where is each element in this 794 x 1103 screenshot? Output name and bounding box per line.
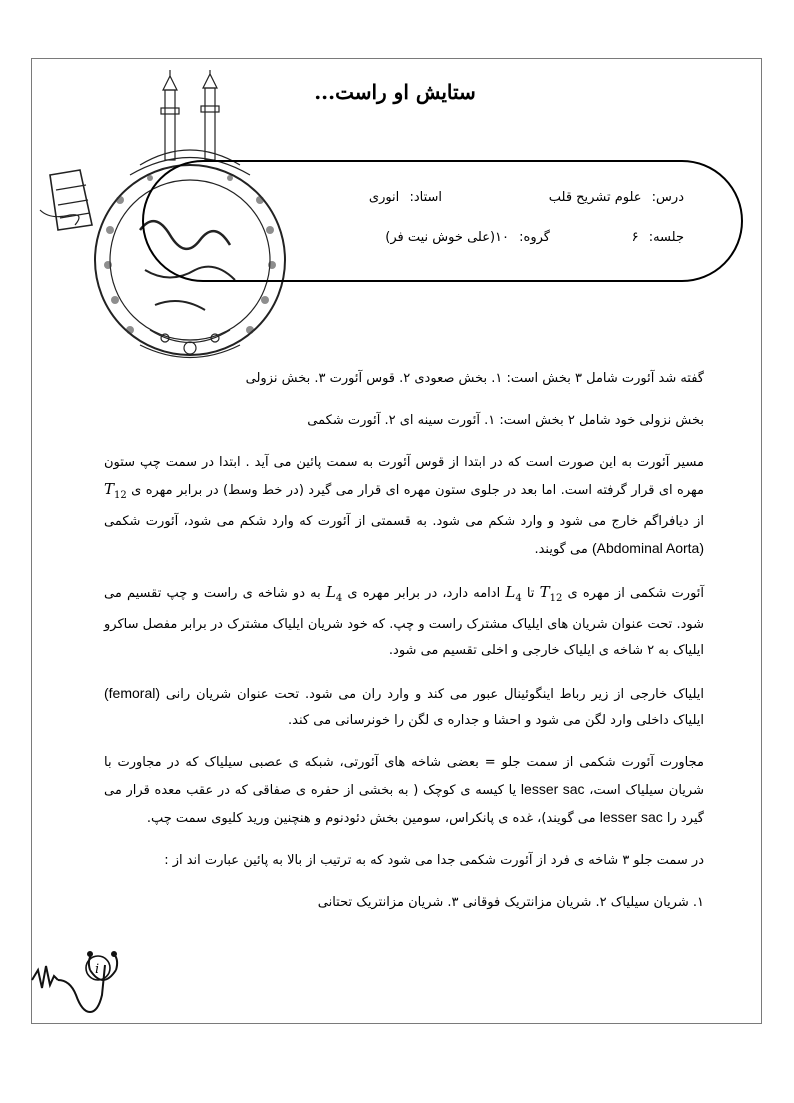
p4-text-b: تا <box>521 586 540 601</box>
course-value: علوم تشریح قلب <box>548 190 642 205</box>
p3-text-a: مسیر آئورت به این صورت است که در ابتدا از قوس آئورت به سمت پائین می آید . ابتدا در سمت چپ ستون مهره ای قرار گرفته است. اما بعد در جلوی ستون مهره ای قرار می گیرد (در خط وسط) در برابر مهره ی <box>104 455 704 498</box>
p5-text-b: ایلیاک داخلی وارد لگن می شود و احشا و جداره ی لگن را خونرسانی می کند. <box>288 713 704 728</box>
session-label: جلسه: <box>648 230 684 245</box>
p5-latin-term: (femoral) <box>104 685 161 701</box>
p6-text-b: یا کیسه ی کوچک ( به بخشی از حفره ی صفاقی که در عقب معده قرار می گیرد را <box>104 783 704 826</box>
page-letter: i <box>95 962 100 977</box>
p6-latin-term-1: lesser sac <box>520 781 585 797</box>
p4-text-d: به دو شاخه ی راست و چپ تقسیم می شود. تحت عنوان شریان های ایلیاک مشترک راست و چپ. که خود شریان ایلیاک مشترک در برابر مفصل ساکرو ایلیاک به ۲ شاخه ی ایلیاک خارجی و اخلی تقسیم می شود. <box>104 586 704 658</box>
session-line <box>632 230 684 245</box>
group-value: ۱۰(علی خوش نیت فر) <box>385 230 510 245</box>
p3-text-b: از دیافراگم خارج می شود و وارد شکم می شود. به قسمتی از آئورت که وارد شکم می شود، آئورت شکمی <box>104 514 704 529</box>
page-title: ستایش او راست... <box>314 80 476 104</box>
group-line <box>385 230 550 245</box>
p6-latin-term-2: lesser sac <box>599 809 663 825</box>
paragraph-5 <box>104 680 704 734</box>
teacher-value: انوری <box>368 190 400 205</box>
p6-text-c: می گویند)، غده ی پانکراس، سومین بخش دئودنوم و هنچنین ورید کلیوی سمت چپ. <box>146 811 600 826</box>
course-line <box>549 190 684 205</box>
p3-latin-term: (Abdominal Aorta) <box>591 540 704 556</box>
teacher-label: استاد: <box>409 190 442 205</box>
session-value: ۶ <box>631 230 639 245</box>
paragraph-7: در سمت جلو ۳ شاخه ی فرد از آئورت شکمی جدا می شود که به ترتیب از بالا به پائین عبارت اند از : <box>164 853 704 868</box>
p3-text-c: می گویند. <box>534 542 592 557</box>
p4-text-a: آئورت شکمی از مهره ی <box>562 586 705 601</box>
paragraph-2: بخش نزولی خود شامل ۲ بخش است: ۱. آئورت سینه ای ۲. آئورت شکمی <box>307 413 704 428</box>
p6-text-a: مجاورت آئورت شکمی از سمت جلو = بعضی شاخه های آئورتی، شبکه ی عصبی سیلیاک که در مجاورت با شریان سیلیاک است، <box>104 755 704 798</box>
stethoscope-icon <box>30 940 130 1025</box>
paragraph-8: ۱. شریان سیلیاک ۲. شریان مزانتریک فوقانی ۳. شریان مزانتریک تحتانی <box>317 895 704 910</box>
course-label: درس: <box>651 190 684 205</box>
p4-text-c: ادامه دارد، در برابر مهره ی <box>342 586 506 601</box>
paragraph-1: گفته شد آئورت شامل ۳ بخش است: ۱. بخش صعودی ۲. قوس آئورت ۳. بخش نزولی <box>245 371 704 386</box>
info-box <box>142 160 743 282</box>
paragraph-4 <box>104 579 704 664</box>
teacher-line <box>369 190 442 205</box>
paragraph-3 <box>104 450 704 563</box>
p3-vertebra-t12: $T_{12}$ <box>104 480 127 501</box>
body-text <box>104 366 704 927</box>
p5-text-a: ایلیاک خارجی از زیر رباط اینگوئینال عبور می کند و وارد ران می شود. تحت عنوان شریان رانی <box>160 687 704 702</box>
p4-vertebra-l4: $L_4$ <box>505 583 522 604</box>
p4-vertebra-t12: $T_{12}$ <box>539 583 563 604</box>
p4-vertebra-l4-second: $L_4$ <box>325 583 343 604</box>
paragraph-6 <box>104 750 704 832</box>
group-label: گروه: <box>519 230 550 245</box>
